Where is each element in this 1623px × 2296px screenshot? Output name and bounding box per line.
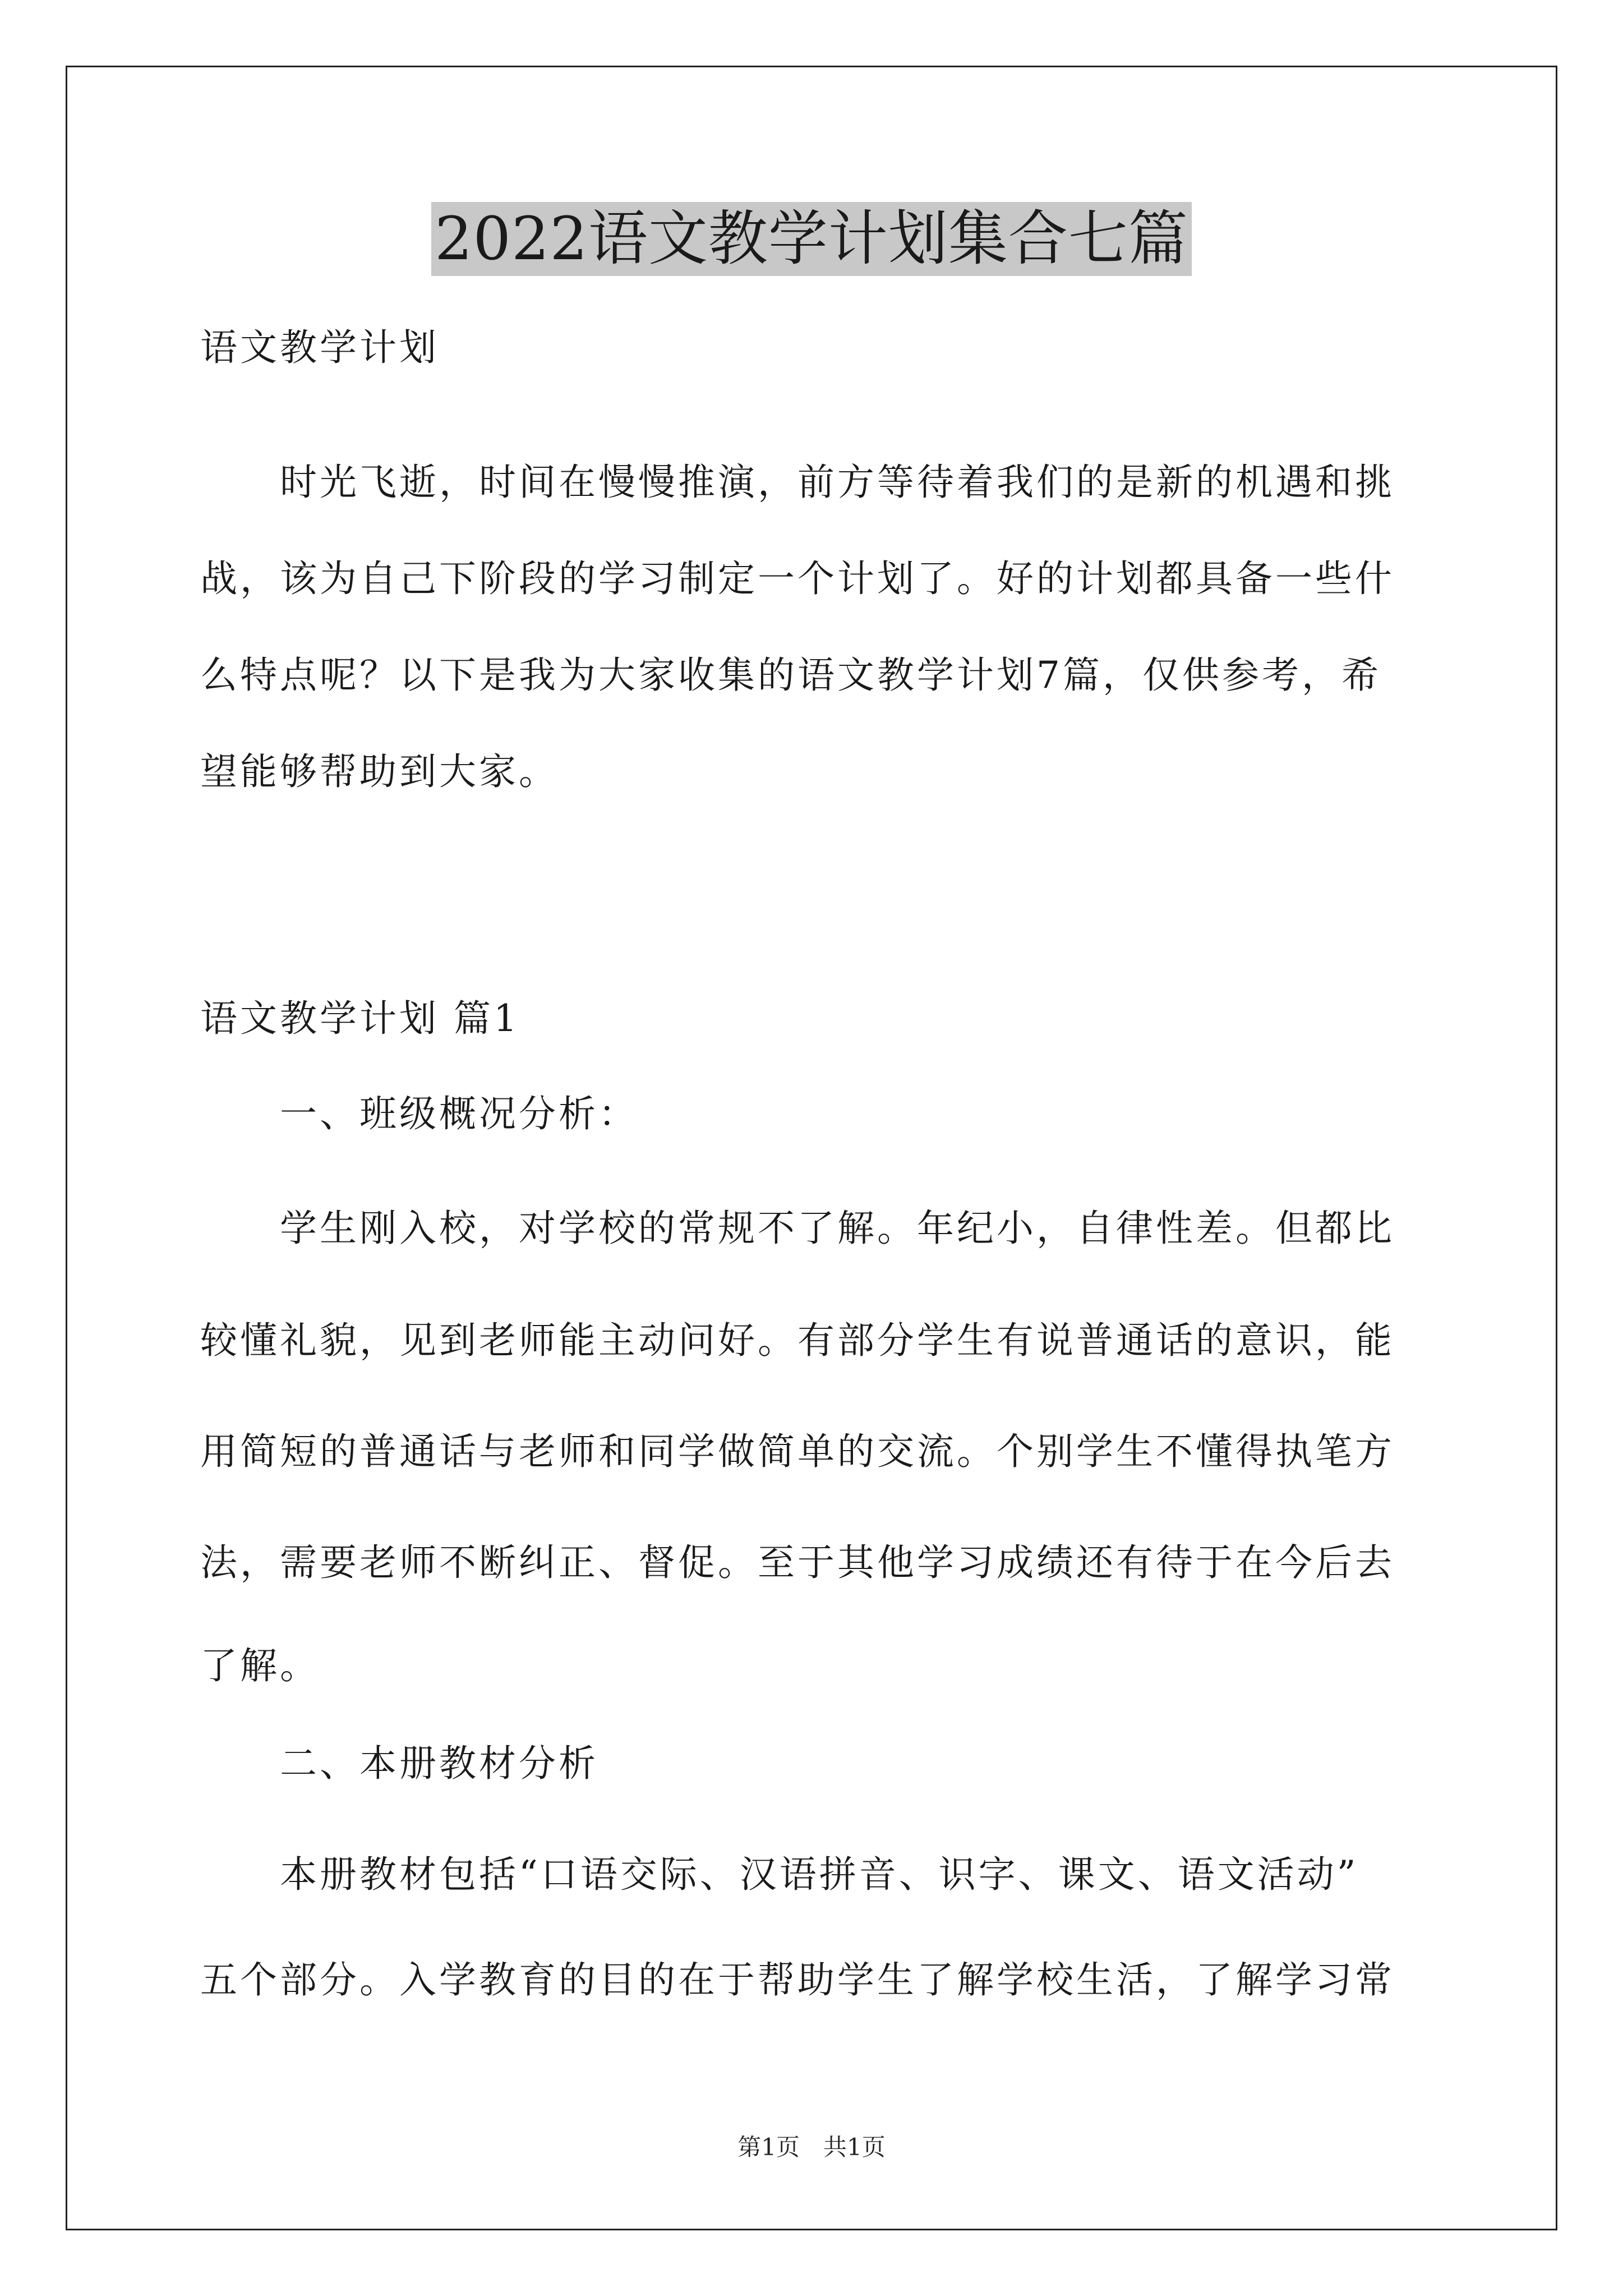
title-container [0, 202, 1623, 276]
paragraph-line: 么特点呢？以下是我为大家收集的语文教学计划7篇，仅供参考，希 [200, 654, 1381, 697]
subsection-heading: 一、班级概况分析： [200, 1092, 638, 1135]
page-footer: 第1页 共1页 [737, 2133, 886, 2161]
paragraph-line: 战，该为自己下阶段的学习制定一个计划了。好的计划都具备一些什 [200, 557, 1395, 600]
paragraph-line: 学生刚入校，对学校的常规不了解。年纪小，自律性差。但都比 [200, 1207, 1395, 1250]
section-heading: 语文教学计划 篇1 [200, 997, 520, 1040]
paragraph-line: 望能够帮助到大家。 [200, 750, 559, 793]
paragraph-line: 本册教材包括“口语交际、汉语拼音、识字、课文、语文活动” [200, 1853, 1359, 1896]
paragraph-line: 较懂礼貌，见到老师能主动问好。有部分学生有说普通话的意识，能 [200, 1319, 1395, 1362]
document-title: 2022语文教学计划集合七篇 [431, 202, 1192, 276]
subsection-heading: 二、本册教材分析 [200, 1742, 598, 1785]
paragraph-line: 了解。 [200, 1644, 320, 1687]
paragraph-line: 法，需要老师不断纠正、督促。至于其他学习成绩还有待于在今后去 [200, 1541, 1395, 1584]
paragraph-line: 五个部分。入学教育的目的在于帮助学生了解学校生活，了解学习常 [200, 1958, 1395, 2001]
page-border [66, 66, 1557, 2230]
section-heading: 语文教学计划 [200, 326, 439, 369]
paragraph-line: 时光飞逝，时间在慢慢推演，前方等待着我们的是新的机遇和挑 [200, 461, 1395, 504]
paragraph-line: 用简短的普通话与老师和同学做简单的交流。个别学生不懂得执笔方 [200, 1430, 1395, 1473]
